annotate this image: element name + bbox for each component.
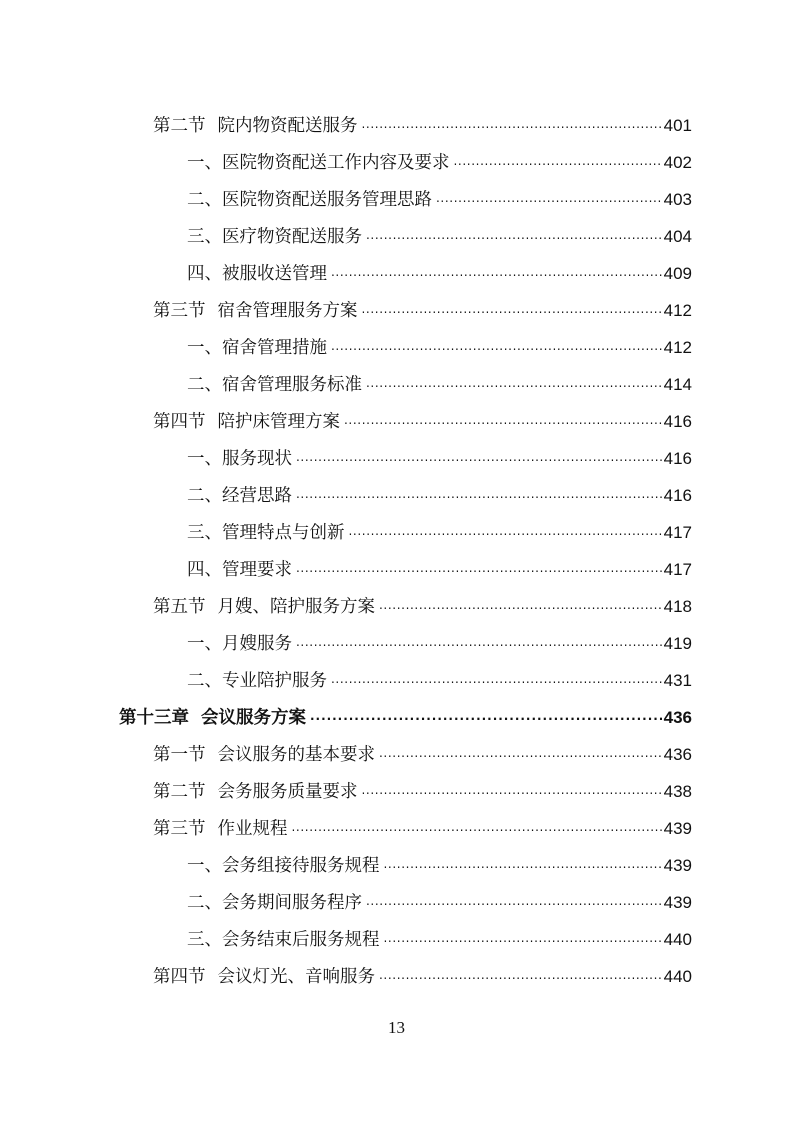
toc-entry-label (153, 818, 290, 840)
toc-entry-page: 436 (663, 745, 692, 764)
toc-entry-label (187, 226, 364, 248)
toc-entry-title: 月嫂、陪护服务方案 (217, 597, 375, 617)
toc-entry-page: 414 (663, 375, 692, 394)
toc-entry[interactable] (187, 618, 692, 655)
toc-entry-title: 管理特点与创新 (222, 523, 345, 543)
toc-entry-label (187, 892, 364, 914)
toc-entry-page: 440 (663, 930, 692, 949)
toc-entry-title: 会议服务方案 (201, 708, 306, 728)
toc-entry-label (187, 263, 329, 285)
toc-entry-page: 416 (663, 412, 692, 431)
dot-leader (366, 226, 662, 248)
dot-leader (384, 855, 662, 877)
toc-entry-label (187, 189, 434, 211)
toc-chapter-entry[interactable] (119, 692, 692, 729)
toc-entry[interactable] (187, 211, 692, 248)
toc-entry-prefix: 二、 (187, 893, 222, 913)
toc-entry[interactable] (187, 248, 692, 285)
toc-entry-label (153, 744, 377, 766)
dot-leader (379, 966, 662, 988)
dot-leader (344, 411, 662, 433)
dot-leader (331, 670, 662, 692)
toc-entry-label (187, 522, 347, 544)
toc-entry-prefix: 三、 (187, 227, 222, 247)
toc-entry-prefix: 二、 (187, 486, 222, 506)
toc-entry-title: 会议灯光、音响服务 (217, 967, 375, 987)
toc-entry[interactable] (187, 877, 692, 914)
dot-leader (296, 485, 662, 507)
toc-entry[interactable] (187, 507, 692, 544)
toc-entry-page: 431 (663, 671, 692, 690)
toc-entry-label (119, 707, 308, 729)
dot-leader (296, 559, 662, 581)
dot-leader (362, 115, 662, 137)
toc-entry[interactable] (187, 655, 692, 692)
toc-entry-prefix: 第三节 (153, 301, 206, 321)
toc-entry-label (153, 781, 360, 803)
dot-leader (349, 522, 662, 544)
toc-entry-label (187, 485, 294, 507)
dot-leader (366, 374, 662, 396)
toc-entry-page: 440 (663, 967, 692, 986)
toc-entry[interactable] (187, 433, 692, 470)
toc-entry-title: 会务服务质量要求 (217, 782, 358, 802)
toc-entry-title: 院内物资配送服务 (217, 116, 358, 136)
toc-entry-prefix: 一、 (187, 338, 222, 358)
toc-entry-page: 439 (663, 856, 692, 875)
toc-entry-page: 438 (663, 782, 692, 801)
toc-entry-prefix: 三、 (187, 930, 222, 950)
toc-entry-title: 作业规程 (217, 819, 288, 839)
toc-entry[interactable] (153, 951, 692, 988)
dot-leader (296, 633, 662, 655)
toc-entry-page: 417 (663, 523, 692, 542)
dot-leader (331, 337, 662, 359)
toc-entry-title: 宿舍管理服务方案 (217, 301, 358, 321)
toc-entry-title: 月嫂服务 (222, 634, 292, 654)
dot-leader (454, 152, 662, 174)
toc-entry-page: 402 (663, 153, 692, 172)
toc-entry-prefix: 二、 (187, 375, 222, 395)
toc-entry-page: 416 (663, 486, 692, 505)
toc-entry-title: 会务结束后服务规程 (222, 930, 380, 950)
toc-entry-page: 439 (663, 893, 692, 912)
toc-entry[interactable] (153, 581, 692, 618)
dot-leader (331, 263, 662, 285)
dot-leader (366, 892, 662, 914)
toc-entry[interactable] (187, 359, 692, 396)
dot-leader (362, 300, 662, 322)
toc-entry-page: 401 (663, 116, 692, 135)
dot-leader (296, 448, 662, 470)
toc-entry-title: 会务组接待服务规程 (222, 856, 380, 876)
toc-entry-prefix: 第一节 (153, 745, 206, 765)
toc-entry-title: 经营思路 (222, 486, 292, 506)
toc-entry-page: 403 (663, 190, 692, 209)
toc-entry[interactable] (153, 803, 692, 840)
toc-entry-label (153, 115, 360, 137)
dot-leader (384, 929, 662, 951)
toc-entry-label (187, 152, 452, 174)
toc-entry-prefix: 第四节 (153, 967, 206, 987)
toc-entry-prefix: 一、 (187, 449, 222, 469)
toc-entry-label (187, 559, 294, 581)
dot-leader (379, 596, 662, 618)
toc-entry-title: 宿舍管理措施 (222, 338, 327, 358)
toc-entry[interactable] (187, 174, 692, 211)
toc-entry-label (153, 596, 377, 618)
toc-entry-prefix: 一、 (187, 634, 222, 654)
toc-entry-label (187, 855, 382, 877)
dot-leader (436, 189, 662, 211)
toc-entry-title: 陪护床管理方案 (217, 412, 340, 432)
toc-entry[interactable] (153, 100, 692, 137)
toc-entry-title: 宿舍管理服务标准 (222, 375, 362, 395)
toc-entry-prefix: 第四节 (153, 412, 206, 432)
toc-entry-prefix: 二、 (187, 671, 222, 691)
toc-entry[interactable] (153, 729, 692, 766)
toc-entry-page: 404 (663, 227, 692, 246)
toc-entry-prefix: 第十三章 (119, 708, 189, 728)
toc-entry-label (187, 374, 364, 396)
toc-entry[interactable] (187, 914, 692, 951)
toc-entry-title: 服务现状 (222, 449, 292, 469)
toc-entry[interactable] (187, 470, 692, 507)
toc-entry-title: 医院物资配送工作内容及要求 (222, 153, 450, 173)
toc-entry[interactable] (187, 137, 692, 174)
toc-entry-prefix: 第五节 (153, 597, 206, 617)
toc-entry-title: 医疗物资配送服务 (222, 227, 362, 247)
toc-entry-label (187, 448, 294, 470)
toc-entry-prefix: 第三节 (153, 819, 206, 839)
page-number: 13 (388, 1018, 405, 1037)
toc-entry-prefix: 三、 (187, 523, 222, 543)
toc-entry-page: 419 (663, 634, 692, 653)
toc-entry-label (153, 966, 377, 988)
toc-entry[interactable] (153, 766, 692, 803)
toc-entry[interactable] (187, 544, 692, 581)
toc-entry-prefix: 一、 (187, 856, 222, 876)
toc-entry-label (187, 633, 294, 655)
dot-leader (379, 744, 662, 766)
dot-leader (310, 707, 662, 729)
toc-entry-prefix: 第二节 (153, 116, 206, 136)
toc-entry-prefix: 一、 (187, 153, 222, 173)
toc-entry-label (187, 337, 329, 359)
dot-leader (362, 781, 662, 803)
toc-entry[interactable] (153, 285, 692, 322)
toc-entry-title: 专业陪护服务 (222, 671, 327, 691)
toc-entry-page: 416 (663, 449, 692, 468)
toc-entry[interactable] (187, 322, 692, 359)
toc-entry-title: 医院物资配送服务管理思路 (222, 190, 432, 210)
toc-entry-prefix: 二、 (187, 190, 222, 210)
toc-entry-title: 会议服务的基本要求 (217, 745, 375, 765)
toc-entry-prefix: 四、 (187, 264, 222, 284)
toc-entry-page: 418 (663, 597, 692, 616)
toc-entry-title: 被服收送管理 (222, 264, 327, 284)
dot-leader (292, 818, 662, 840)
toc-entry-page: 412 (663, 301, 692, 320)
toc-entry-page: 417 (663, 560, 692, 579)
toc-entry-label (187, 929, 382, 951)
toc-entry-title: 管理要求 (222, 560, 292, 580)
toc-entry-prefix: 第二节 (153, 782, 206, 802)
toc-entry[interactable] (153, 396, 692, 433)
toc-entry-page: 439 (663, 819, 692, 838)
toc-entry-page: 409 (663, 264, 692, 283)
toc-entry[interactable] (187, 840, 692, 877)
toc-entry-label (153, 300, 360, 322)
toc-entry-title: 会务期间服务程序 (222, 893, 362, 913)
toc-entry-label (187, 670, 329, 692)
toc-entry-page: 412 (663, 338, 692, 357)
toc-entry-page: 436 (663, 708, 692, 727)
toc-entry-prefix: 四、 (187, 560, 222, 580)
toc-entry-label (153, 411, 342, 433)
